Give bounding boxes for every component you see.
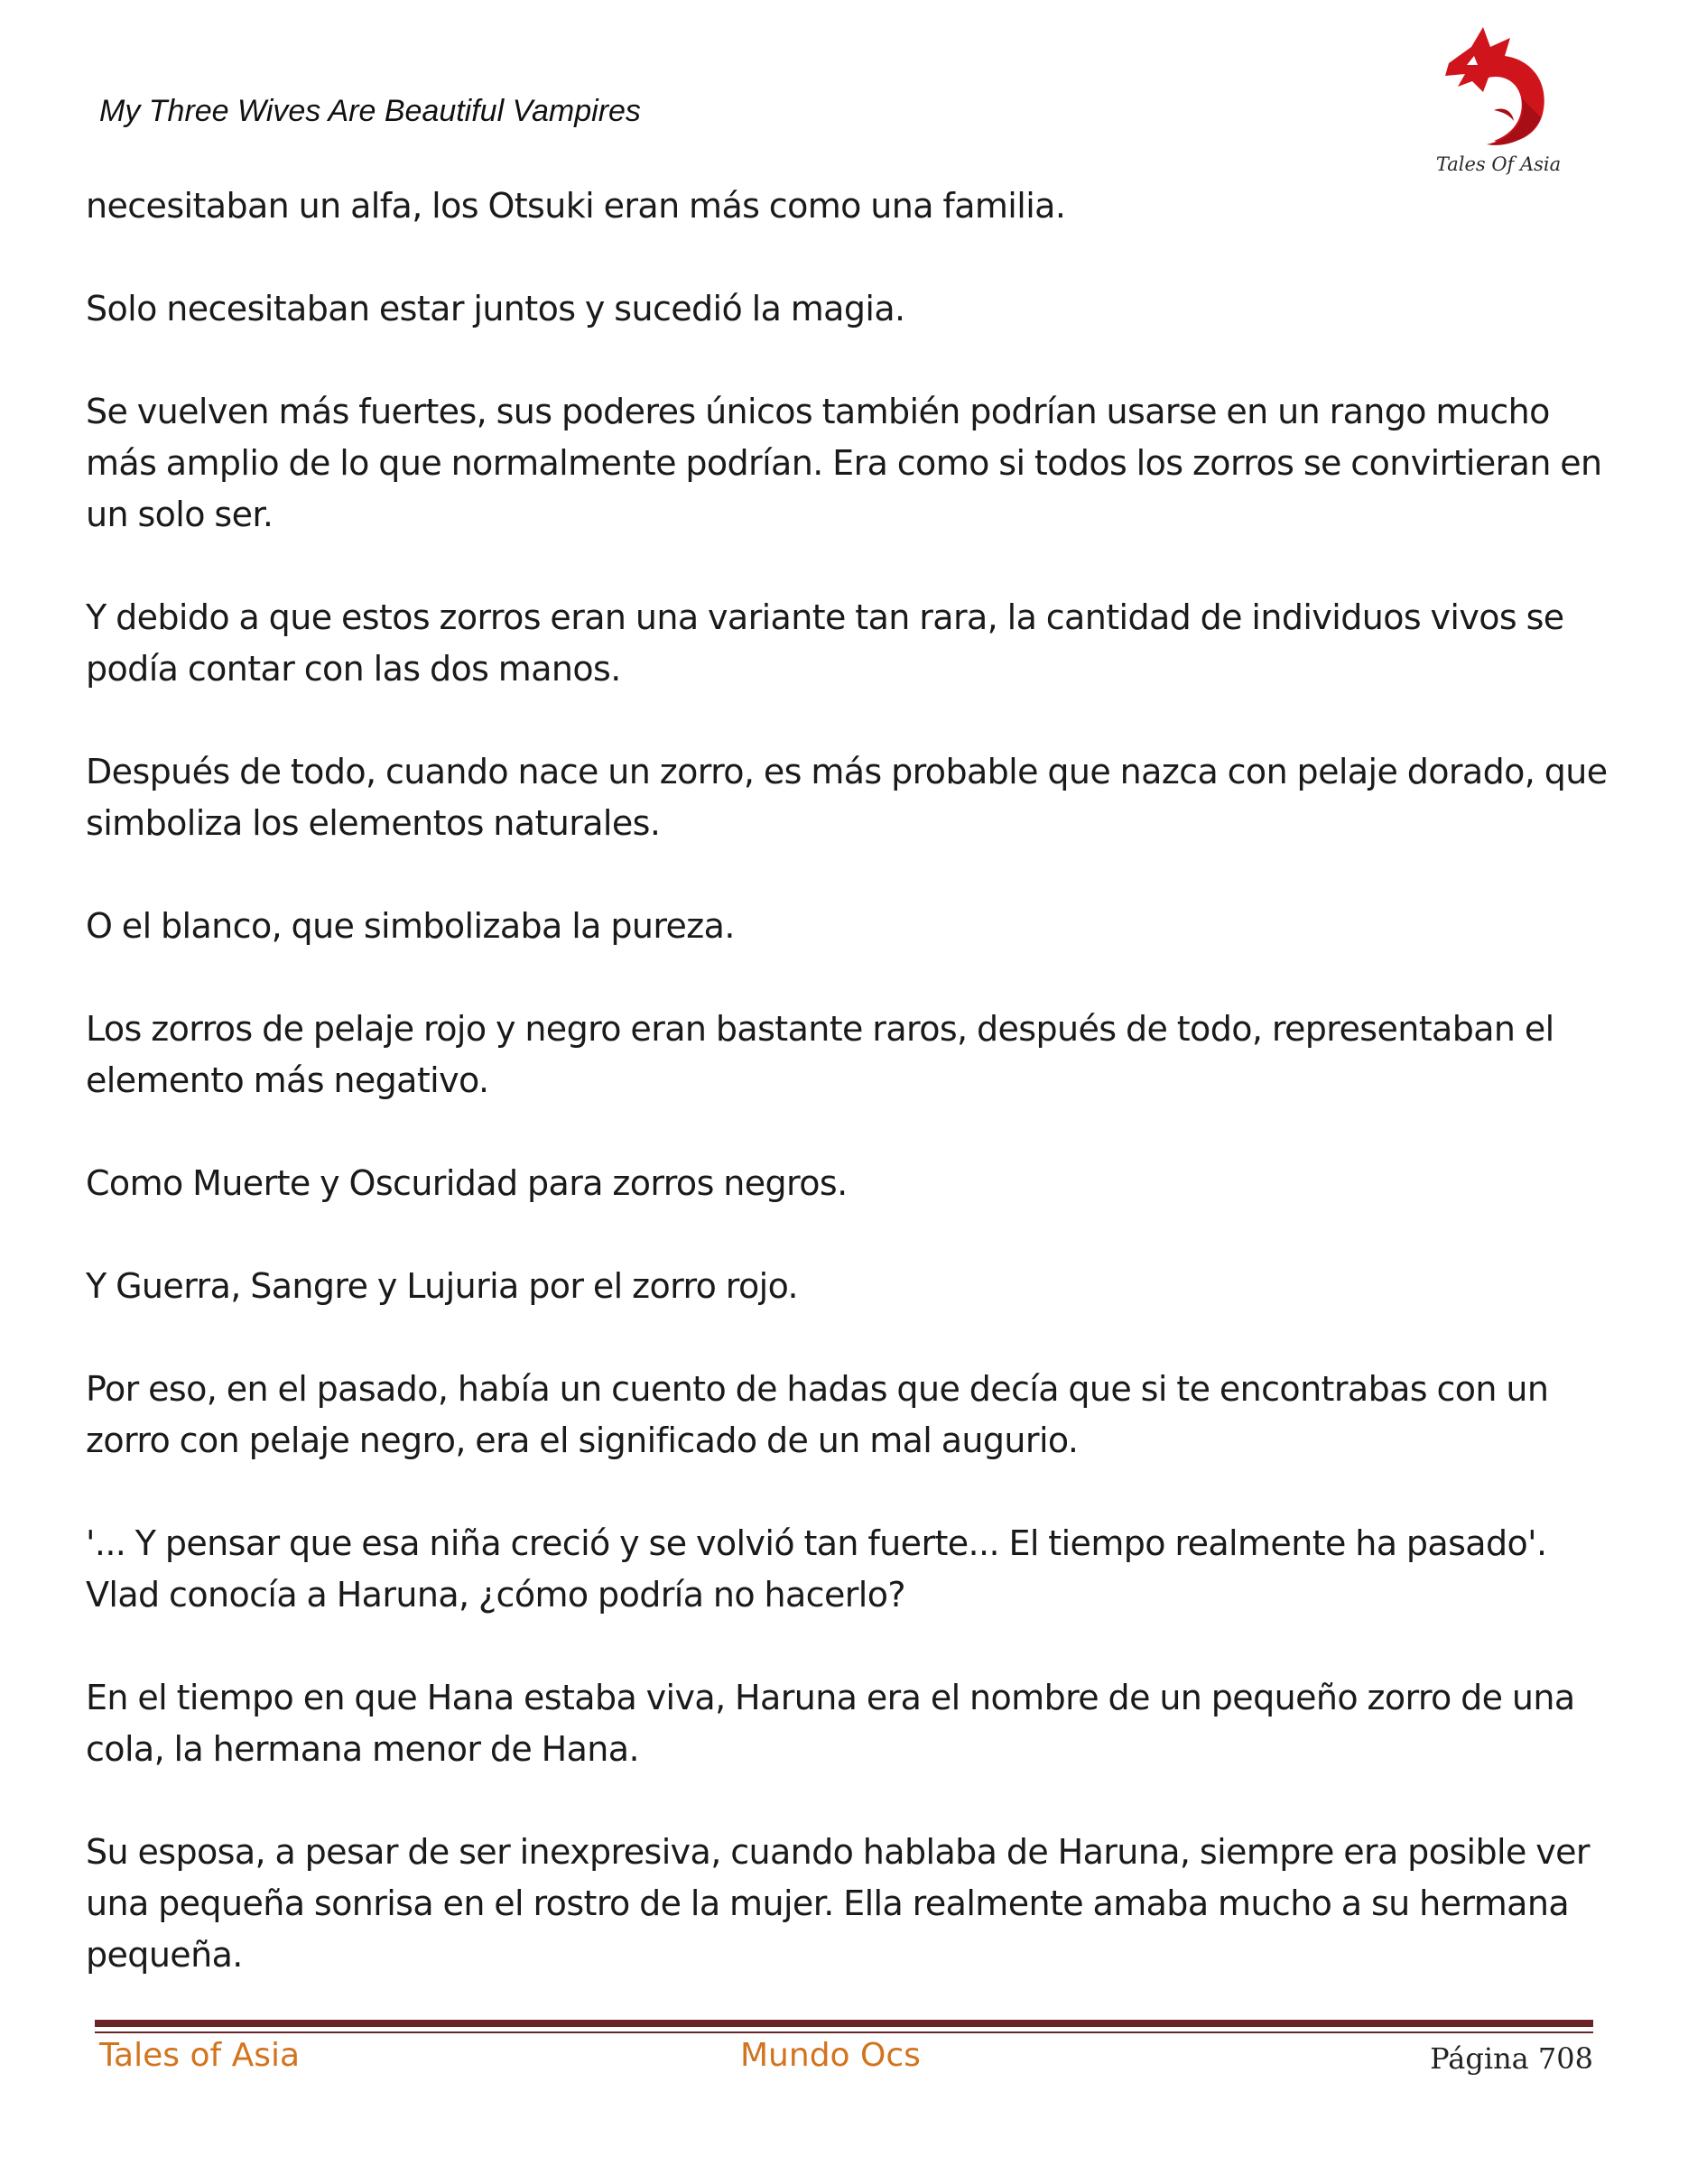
paragraph: Su esposa, a pesar de ser inexpresiva, cuando hablaba de Haruna, siempre era posible ver una pequeña sonrisa en el rostro de la mujer. Ella realmente amaba mucho a su hermana pequeña. xyxy=(86,1832,1590,1975)
paragraph: necesitaban un alfa, los Otsuki eran más como una familia. xyxy=(86,186,1066,226)
paragraph: '... Y pensar que esa niña creció y se volvió tan fuerte... El tiempo realmente ha pasado'. Vlad conocía a Haruna, ¿cómo podría no hacerlo? xyxy=(86,1523,1547,1615)
footer-publisher: Tales of Asia xyxy=(99,2037,301,2074)
tales-of-asia-logo xyxy=(1431,20,1566,182)
paragraph: Los zorros de pelaje rojo y negro eran bastante raros, después de todo, representaban el elemento más negativo. xyxy=(86,1009,1554,1100)
paragraph: O el blanco, que simbolizaba la pureza. xyxy=(86,906,735,946)
book-title: My Three Wives Are Beautiful Vampires xyxy=(99,94,641,128)
paragraph: Y Guerra, Sangre y Lujuria por el zorro rojo. xyxy=(86,1266,799,1306)
red-dragon-icon xyxy=(1431,20,1566,155)
footer-divider-thin xyxy=(95,2031,1593,2033)
page-number: Página 708 xyxy=(1430,2041,1593,2076)
chapter-body xyxy=(86,180,1611,2032)
paragraph: Por eso, en el pasado, había un cuento de hadas que decía que si te encontrabas con un zorro con pelaje negro, era el significado de un mal augurio. xyxy=(86,1369,1549,1460)
paragraph: Después de todo, cuando nace un zorro, es más probable que nazca con pelaje dorado, que simboliza los elementos naturales. xyxy=(86,752,1608,843)
paragraph: Como Muerte y Oscuridad para zorros negros. xyxy=(86,1163,848,1203)
footer-site: Mundo Ocs xyxy=(740,2037,921,2074)
logo-text: Tales Of Asia xyxy=(1435,153,1562,175)
paragraph: En el tiempo en que Hana estaba viva, Haruna era el nombre de un pequeño zorro de una cola, la hermana menor de Hana. xyxy=(86,1678,1575,1769)
footer-divider xyxy=(95,2020,1593,2027)
paragraph: Solo necesitaban estar juntos y sucedió la magia. xyxy=(86,289,905,329)
paragraph: Y debido a que estos zorros eran una variante tan rara, la cantidad de individuos vivos se podía contar con las dos manos. xyxy=(86,597,1564,689)
paragraph: Se vuelven más fuertes, sus poderes únicos también podrían usarse en un rango mucho más amplio de lo que normalmente podrían. Era como si todos los zorros se convirtieran en un solo ser. xyxy=(86,392,1602,534)
